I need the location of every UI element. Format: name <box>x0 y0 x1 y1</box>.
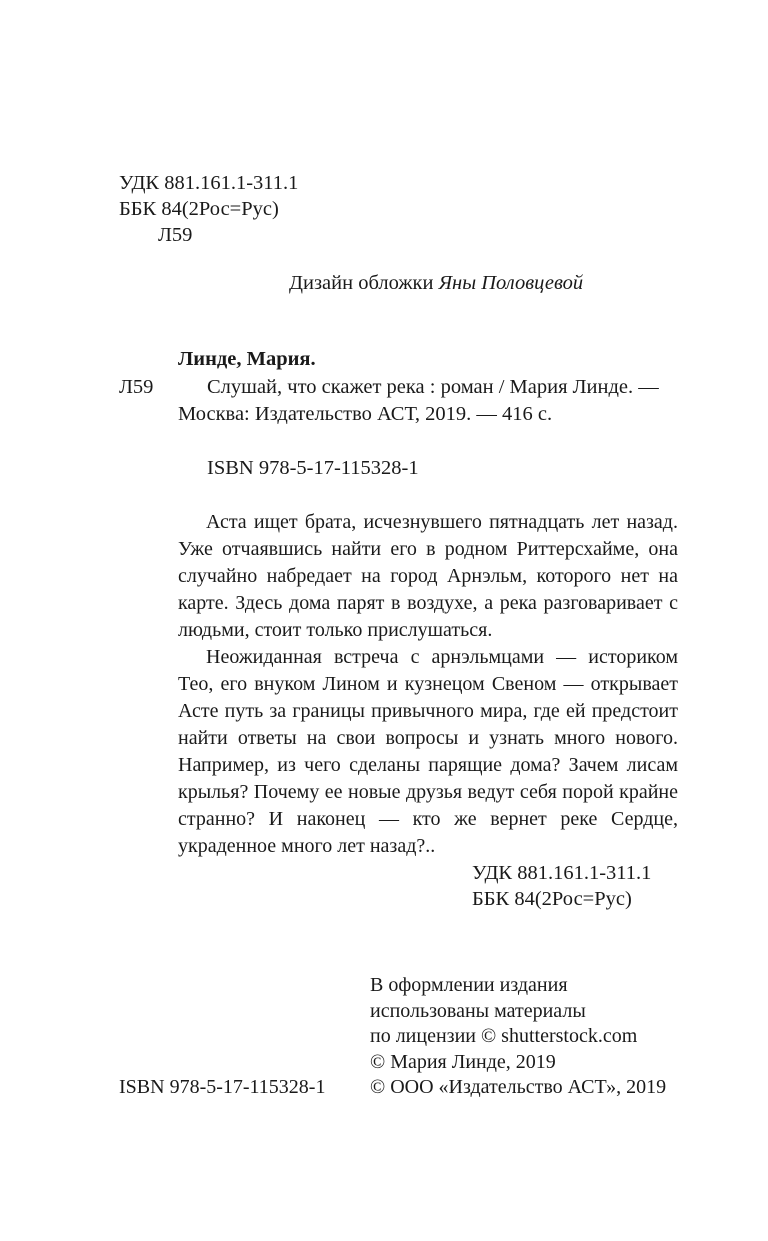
imprint-isbn: ISBN 978-5-17-115328-1 <box>119 1076 326 1098</box>
cover-design-prefix: Дизайн обложки <box>289 272 439 294</box>
catalog-title-line1: Слушай, что скажет река : роман / Мария Линде. — <box>207 376 659 398</box>
bbk-code-bottom: ББК 84(2Рос=Рус) <box>472 888 632 910</box>
imprint-line-4: © Мария Линде, 2019 <box>370 1050 556 1073</box>
catalog-isbn: ISBN 978-5-17-115328-1 <box>207 457 419 479</box>
author-mark-top: Л59 <box>158 224 193 246</box>
cover-design-credit <box>289 270 583 296</box>
udk-code-bottom: УДК 881.161.1-311.1 <box>472 862 652 884</box>
imprint-line-5: © ООО «Издательство АСТ», 2019 <box>370 1076 667 1099</box>
imprint-line-3: по лицензии © shutterstock.com <box>370 1025 638 1048</box>
imprint-line-2: использованы материалы <box>370 999 586 1022</box>
bbk-code-top: ББК 84(2Рос=Рус) <box>119 198 279 220</box>
catalog-title-line2: Москва: Издательство АСТ, 2019. — 416 с. <box>178 403 553 425</box>
author-mark: Л59 <box>119 376 154 398</box>
annotation-paragraph-2: Неожиданная встреча с арнэльмцами — историком Тео, его внуком Лином и кузнецом Свеном — открывает Асте путь за границы привычного мира, где ей предстоит найти ответы на свои вопросы и узнать много нового. Например, из чего сделаны парящие дома? Зачем лисам крылья? Почему ее новые друзья ведут себя порой крайне странно? И наконец — кто же вернет реке Сердце, украденное много лет назад?.. <box>178 646 678 857</box>
author-heading: Линде, Мария. <box>178 348 316 370</box>
annotation-paragraph-1: Аста ищет брата, исчезнувшего пятнадцать лет назад. Уже отчаявшись найти его в родном Риттерсхайме, она случайно набредает на город Арнэльм, которого нет на карте. Здесь дома парят в воздухе, а река разговаривает с людьми, стоит только прислушаться. <box>178 511 678 641</box>
imprint-line-1: В оформлении издания <box>370 974 568 996</box>
cover-designer-name: Яны Половцевой <box>438 272 584 294</box>
imprint-block <box>370 973 666 1101</box>
udk-code-top: УДК 881.161.1-311.1 <box>119 172 299 194</box>
